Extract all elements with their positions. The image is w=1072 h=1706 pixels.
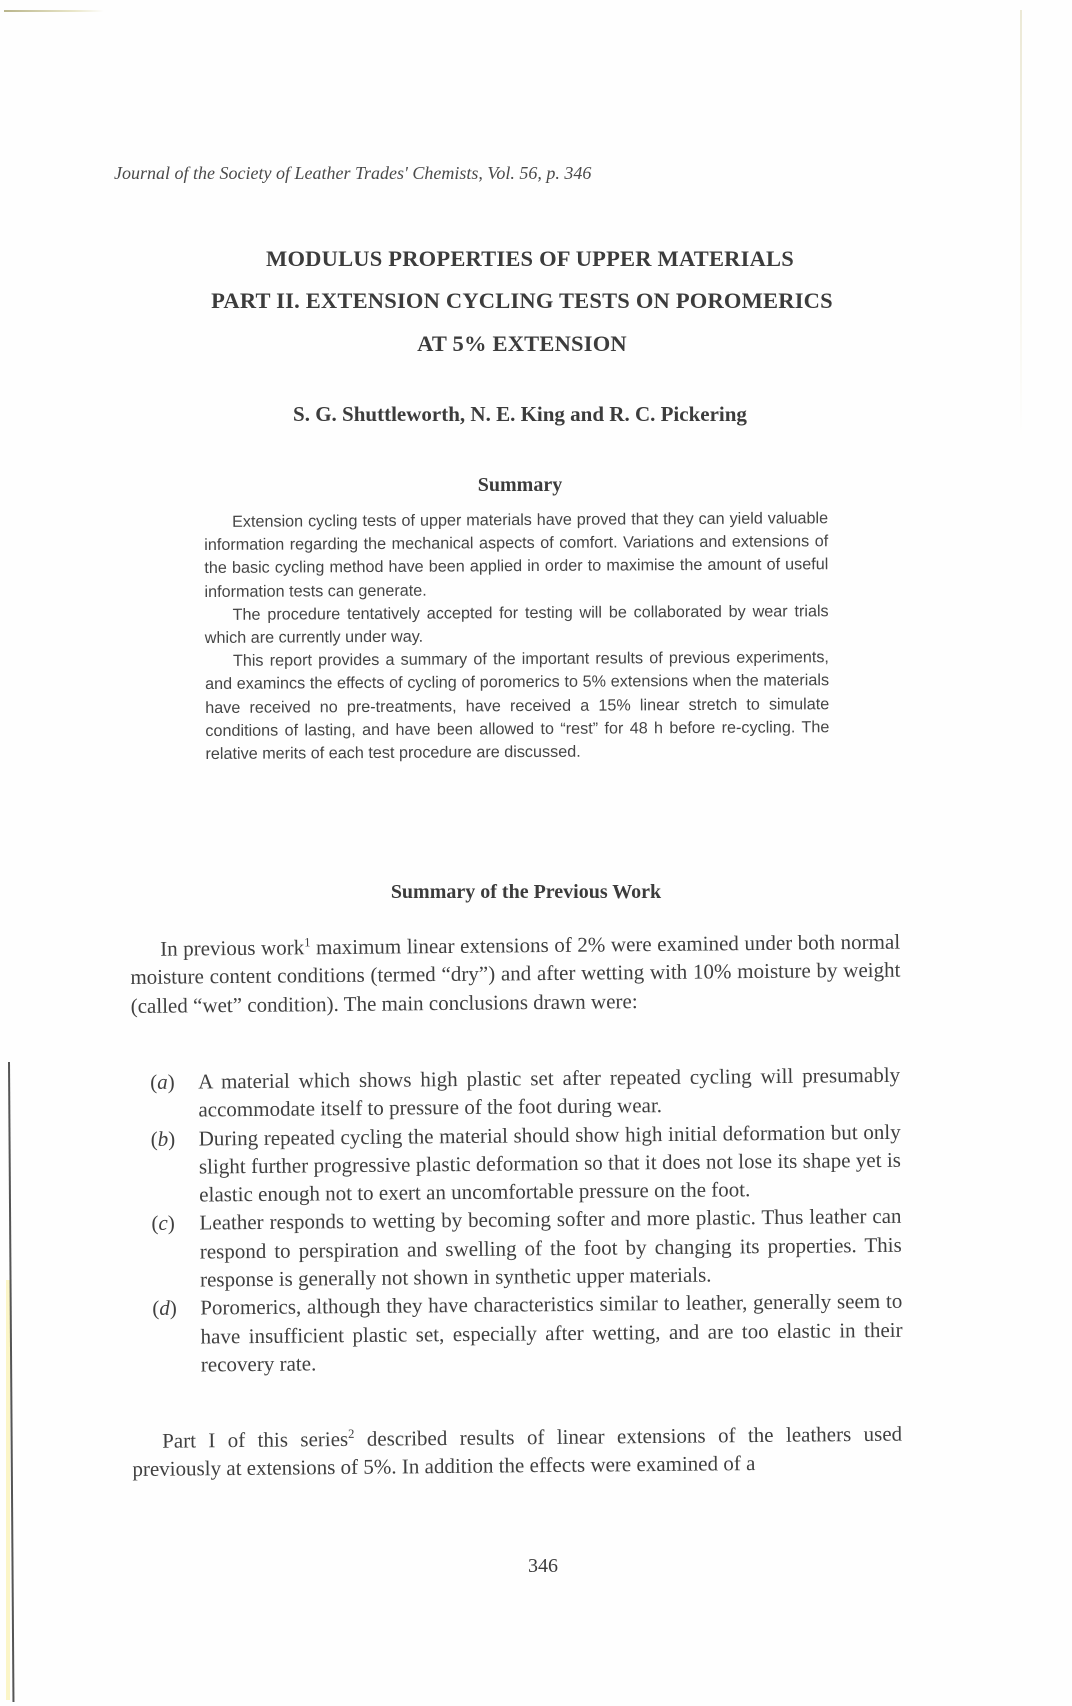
conclusion-text: Poromerics, although they have characteristics similar to leather, generally seem to have insufficient plastic set, especially after wetting, and are too elastic in their recovery rate. bbox=[200, 1289, 903, 1377]
page-number: 346 bbox=[528, 1555, 558, 1577]
conclusion-item-a bbox=[150, 1061, 901, 1125]
previous-work-intro bbox=[130, 928, 901, 1020]
summary-heading: Summary bbox=[477, 474, 563, 496]
title-line-1: MODULUS PROPERTIES OF UPPER MATERIALS bbox=[266, 246, 794, 271]
journal-citation: Journal of the Society of Leather Trades' Chemists, Vol. 56, p. 346 bbox=[114, 163, 592, 183]
list-marker: (a) bbox=[150, 1069, 175, 1094]
list-marker: (d) bbox=[152, 1296, 177, 1321]
closing-text: Part I of this series bbox=[162, 1426, 349, 1453]
reference-marker-2: 2 bbox=[348, 1426, 355, 1441]
title-line-2: PART II. EXTENSION CYCLING TESTS ON POROMERICS bbox=[211, 288, 833, 313]
summary-paragraph: Extension cycling tests of upper materials have proved that they can yield valuable information regarding the mechanical aspects of comfort. Variations and extensions of the basic cycling method have been applied in order to maximise the amount of useful information tests can generate. bbox=[204, 509, 829, 601]
scan-artifact-top-rule bbox=[4, 10, 104, 12]
conclusion-item-b bbox=[151, 1117, 902, 1209]
conclusion-item-d bbox=[152, 1287, 903, 1379]
reference-marker-1: 1 bbox=[304, 935, 311, 950]
intro-text-cont: maximum linear extensions of 2% were examined under both normal moisture content conditions (termed “dry”) and after wetting with 10% moisture by weight (called “wet” condition). The main conclusions drawn were: bbox=[130, 929, 901, 1018]
previous-work-heading: Summary of the Previous Work bbox=[390, 881, 662, 903]
list-marker: (b) bbox=[150, 1126, 176, 1151]
scan-artifact-right-edge bbox=[1020, 10, 1022, 440]
authors: S. G. Shuttleworth, N. E. King and R. C. Pickering bbox=[293, 402, 747, 426]
conclusion-text: A material which shows high plastic set after repeated cycling will presumably accommodate itself to pressure of the foot during wear. bbox=[198, 1062, 901, 1122]
conclusion-text: During repeated cycling the material should show high initial deformation but only slight further progressive plastic deformation so that it does not lose its shape yet is elastic enough not to exert an uncomfortable pressure on the foot. bbox=[198, 1119, 902, 1207]
intro-text: In previous work bbox=[160, 935, 305, 961]
summary-paragraph: The procedure tentatively accepted for testing will be collaborated by wear trials which are currently under way. bbox=[204, 601, 829, 648]
conclusions-list bbox=[150, 1061, 903, 1379]
summary-paragraph: This report provides a summary of the important results of previous experiments, and examincs the effects of cycling of poromerics to 5% extensions when the materials have received no pre-treatments, have received a 15% linear stretch to simulate conditions of lasting, and have been allowed to “rest” for 48 h before re-cycling. The relative merits of each test procedure are discussed. bbox=[205, 648, 830, 764]
conclusion-text: Leather responds to wetting by becoming softer and more plastic. Thus leather can respond to perspiration and swelling of the foot by changing its properties. This response is generally not shown in synthetic upper materials. bbox=[199, 1204, 902, 1292]
previous-work-closing bbox=[132, 1420, 903, 1484]
closing-text-cont: described results of linear extensions of the leathers used previously at extensions of 5%. In addition the effects were examined of a bbox=[132, 1421, 903, 1482]
conclusion-item-c bbox=[151, 1202, 902, 1294]
title-line-3: AT 5% EXTENSION bbox=[417, 331, 627, 356]
summary-abstract bbox=[204, 507, 830, 766]
list-marker: (c) bbox=[151, 1211, 175, 1236]
